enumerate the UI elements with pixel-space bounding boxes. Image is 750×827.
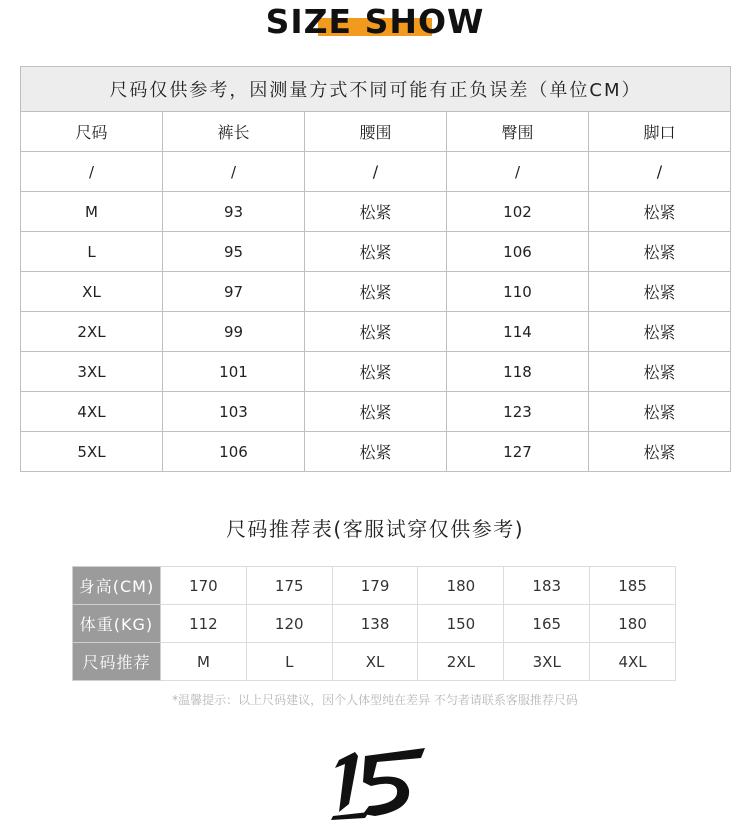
- column-header: 脚口: [589, 112, 731, 152]
- column-header: 尺码: [21, 112, 163, 152]
- size-show-header: [0, 0, 750, 50]
- table-cell: M: [161, 643, 247, 681]
- recommend-table: [72, 566, 676, 681]
- table-cell: 2XL: [418, 643, 504, 681]
- row-label: 尺码推荐: [73, 643, 161, 681]
- tip-note: *温馨提示：以上尺码建议，因个人体型纯在差异 不匀者请联系客服推荐尺码: [172, 693, 578, 707]
- table-cell: 松紧: [589, 272, 731, 312]
- table-cell: 松紧: [305, 312, 447, 352]
- table-row: [21, 192, 731, 232]
- table-cell: 松紧: [305, 192, 447, 232]
- table-cell: L: [21, 232, 163, 272]
- table-cell: 99: [163, 312, 305, 352]
- table-cell: 165: [504, 605, 590, 643]
- table-row: [21, 272, 731, 312]
- table-cell: 松紧: [589, 392, 731, 432]
- table-cell: 127: [447, 432, 589, 472]
- table-cell: 102: [447, 192, 589, 232]
- table-cell: 110: [447, 272, 589, 312]
- table-row: [21, 232, 731, 272]
- table-cell: 114: [447, 312, 589, 352]
- table-cell: 4XL: [21, 392, 163, 432]
- table-cell: /: [163, 152, 305, 192]
- table-cell: 松紧: [305, 232, 447, 272]
- table-cell: 3XL: [504, 643, 590, 681]
- table-row: [21, 432, 731, 472]
- table-row: [21, 352, 731, 392]
- table-cell: 180: [418, 567, 504, 605]
- table-cell: 松紧: [589, 232, 731, 272]
- table-cell: 106: [163, 432, 305, 472]
- table-cell: 95: [163, 232, 305, 272]
- size-note-row: [21, 67, 731, 112]
- table-row: [21, 312, 731, 352]
- row-label: 体重(KG): [73, 605, 161, 643]
- table-cell: 185: [590, 567, 676, 605]
- table-cell: 93: [163, 192, 305, 232]
- table-row: [73, 605, 676, 643]
- recommend-title: 尺码推荐表(客服试穿仅供参考): [225, 517, 525, 541]
- column-header: 腰围: [305, 112, 447, 152]
- size-note: 尺码仅供参考，因测量方式不同可能有正负误差（单位CM）: [21, 67, 731, 112]
- table-row: [21, 392, 731, 432]
- brush-number-15: [325, 742, 435, 822]
- table-cell: 112: [161, 605, 247, 643]
- table-cell: XL: [21, 272, 163, 312]
- table-cell: 150: [418, 605, 504, 643]
- table-cell: /: [589, 152, 731, 192]
- table-cell: 松紧: [305, 352, 447, 392]
- table-cell: 松紧: [305, 432, 447, 472]
- table-cell: 170: [161, 567, 247, 605]
- size-header-row: [21, 112, 731, 152]
- table-cell: 103: [163, 392, 305, 432]
- table-row: [21, 152, 731, 192]
- table-cell: 175: [246, 567, 332, 605]
- table-cell: XL: [332, 643, 418, 681]
- size-table: [20, 66, 731, 472]
- table-cell: 5XL: [21, 432, 163, 472]
- table-cell: 2XL: [21, 312, 163, 352]
- table-cell: L: [246, 643, 332, 681]
- table-cell: /: [21, 152, 163, 192]
- table-cell: 101: [163, 352, 305, 392]
- page-title: SIZE SHOW: [265, 2, 485, 41]
- table-cell: 松紧: [589, 432, 731, 472]
- table-cell: 松紧: [589, 312, 731, 352]
- table-cell: 松紧: [589, 352, 731, 392]
- table-cell: 120: [246, 605, 332, 643]
- table-row: [73, 643, 676, 681]
- table-cell: 180: [590, 605, 676, 643]
- table-cell: 179: [332, 567, 418, 605]
- table-cell: 3XL: [21, 352, 163, 392]
- column-header: 臀围: [447, 112, 589, 152]
- table-cell: 松紧: [589, 192, 731, 232]
- table-cell: 183: [504, 567, 590, 605]
- table-cell: 118: [447, 352, 589, 392]
- table-cell: /: [447, 152, 589, 192]
- table-cell: 138: [332, 605, 418, 643]
- column-header: 裤长: [163, 112, 305, 152]
- table-cell: 123: [447, 392, 589, 432]
- table-cell: /: [305, 152, 447, 192]
- table-cell: 97: [163, 272, 305, 312]
- table-cell: 4XL: [590, 643, 676, 681]
- table-cell: 106: [447, 232, 589, 272]
- table-cell: M: [21, 192, 163, 232]
- table-row: [73, 567, 676, 605]
- table-cell: 松紧: [305, 272, 447, 312]
- table-cell: 松紧: [305, 392, 447, 432]
- row-label: 身高(CM): [73, 567, 161, 605]
